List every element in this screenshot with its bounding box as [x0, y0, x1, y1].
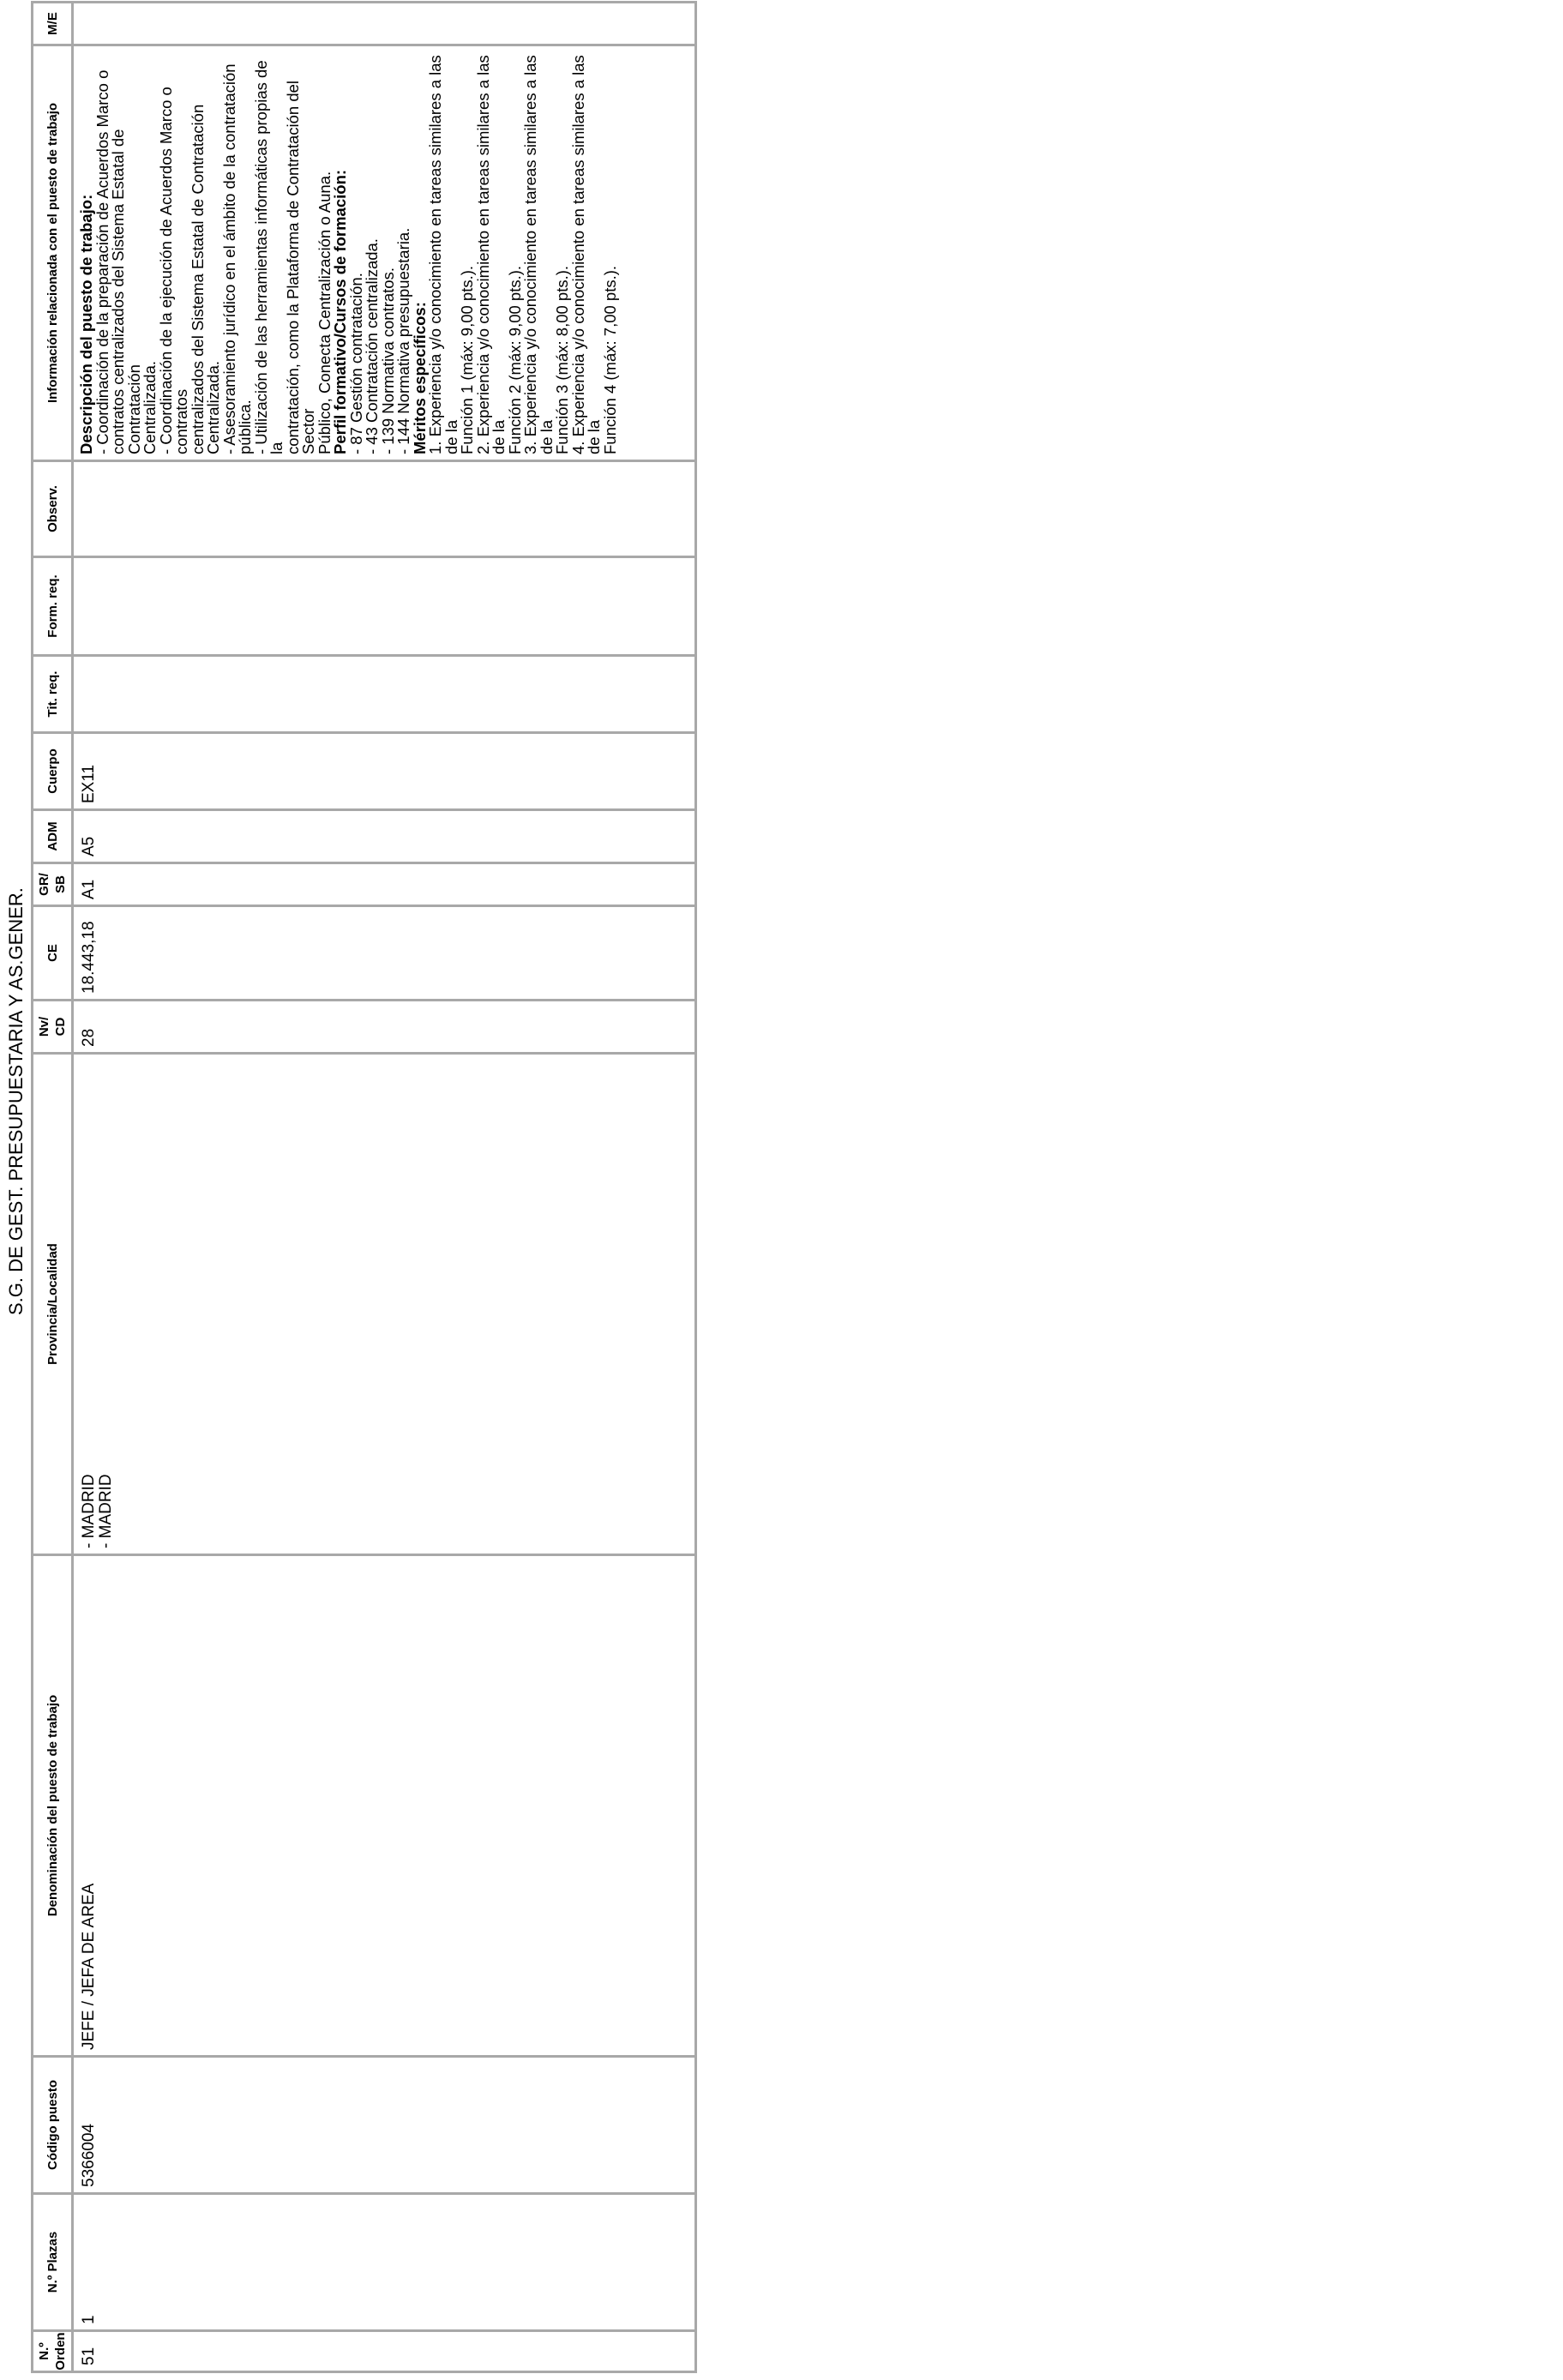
merito-line: Función 2 (máx: 9,00 pts.). — [505, 265, 524, 454]
perfil-line: - 43 Contratación centralizada. — [363, 238, 381, 454]
desc-lines — [95, 51, 334, 454]
header-codigo: Código puesto — [33, 2057, 73, 2194]
nivel-value: 28 — [80, 1028, 98, 1047]
header-ce: CE — [33, 906, 73, 1001]
perfil-heading: Perfil formativo/Cursos de formación: — [331, 169, 349, 454]
desc-line: - Coordinación de la ejecución de Acuerdos Marco o contratos — [156, 87, 190, 454]
header-gr-bottom: SB — [53, 875, 68, 893]
desc-heading: Descripción del puesto de trabajo: — [77, 194, 95, 454]
header-row — [33, 3, 73, 2372]
desc-line: - Utilización de las herramientas informáticas propias de la — [251, 60, 286, 454]
header-orden: N.º Orden — [33, 2331, 73, 2372]
section-title: S.G. DE GEST. PRESUPUESTARIA Y AS.GENER. — [5, 887, 27, 1315]
header-form: Form. req. — [33, 557, 73, 656]
meritos-heading: Méritos específicos: — [410, 302, 429, 454]
header-tit: Tit. req. — [33, 656, 73, 733]
merito-line: 4. Experiencia y/o conocimiento en tareas similares a las de la — [568, 55, 603, 454]
desc-line: contratación, como la Plataforma de Contratación del Sector — [283, 80, 317, 454]
merito-line: Función 1 (máx: 9,00 pts.). — [458, 265, 476, 454]
form-value — [74, 558, 81, 654]
positions-table — [31, 1, 697, 2373]
header-denominacion: Denominación del puesto de trabajo — [33, 1555, 73, 2057]
header-adm: ADM — [33, 810, 73, 863]
perfil-lines — [346, 51, 412, 454]
me-value — [74, 3, 81, 44]
cuerpo-value: EX11 — [80, 764, 98, 803]
cell-cuerpo — [73, 733, 696, 810]
header-observ: Observ. — [33, 461, 73, 557]
desc-line: - Asesoramiento jurídico en el ámbito de la contratación — [219, 63, 238, 454]
merito-line: 3. Experiencia y/o conocimiento en tareas similares a las de la — [521, 55, 556, 454]
table-row — [73, 3, 696, 2372]
perfil-line: - 144 Normativa presupuestaria. — [394, 227, 412, 454]
desc-line: Centralizada. — [141, 360, 159, 454]
orden-value: 51 — [80, 2347, 98, 2365]
cell-codigo — [73, 2057, 696, 2194]
desc-line: centralizados del Sistema Estatal de Contratación — [188, 104, 207, 454]
codigo-value: 5366004 — [80, 2124, 98, 2187]
cell-denominacion — [73, 1555, 696, 2057]
header-info: Información relacionada con el puesto de trabajo — [33, 45, 73, 461]
merito-line: 2. Experiencia y/o conocimiento en tareas similares a las de la — [473, 55, 508, 454]
cell-gr — [73, 863, 696, 906]
desc-line: Centralizada. — [204, 360, 222, 454]
desc-line: pública. — [236, 400, 254, 454]
localidad-value: - MADRID — [97, 1474, 115, 1548]
info-text — [74, 46, 618, 460]
cell-adm — [73, 810, 696, 863]
cell-me — [73, 3, 696, 45]
gr-value: A1 — [80, 879, 98, 899]
cell-form — [73, 557, 696, 656]
header-nivel-top: Nv/ — [37, 1016, 51, 1037]
merito-line: 1. Experiencia y/o conocimiento en tareas similares a las de la — [426, 55, 460, 454]
perfil-line: - 87 Gestión contratación. — [346, 273, 365, 454]
cell-provincia — [73, 1054, 696, 1555]
header-nivel — [33, 1001, 73, 1054]
desc-line: contratos centralizados del Sistema Estatal de Contratación — [109, 129, 143, 454]
cell-observ — [73, 461, 696, 557]
perfil-line: - 139 Normativa contratos. — [378, 267, 397, 454]
meritos-lines — [428, 51, 618, 454]
cell-ce — [73, 906, 696, 1001]
plazas-value: 1 — [80, 2315, 98, 2324]
observ-value — [74, 462, 81, 556]
cell-nivel — [73, 1001, 696, 1054]
header-gr-top: GR/ — [37, 873, 51, 896]
ce-value: 18.443,18 — [80, 921, 98, 994]
header-plazas: N.º Plazas — [33, 2194, 73, 2331]
header-provincia: Provincia/Localidad — [33, 1054, 73, 1555]
cell-orden — [73, 2331, 696, 2372]
merito-line: Función 3 (máx: 8,00 pts.). — [553, 265, 571, 454]
cell-info — [73, 45, 696, 461]
header-cuerpo: Cuerpo — [33, 733, 73, 810]
header-me: M/E — [33, 3, 73, 45]
provincia-value: - MADRID — [80, 1474, 98, 1548]
desc-line: - Coordinación de la preparación de Acuerdos Marco o — [93, 69, 111, 454]
denominacion-value: JEFE / JEFA DE AREA — [80, 1883, 98, 2050]
cell-tit — [73, 656, 696, 733]
desc-line: Público, Conecta Centralización o Auna. — [315, 171, 334, 454]
adm-value: A5 — [80, 836, 98, 856]
tit-value — [74, 657, 81, 731]
merito-line: Función 4 (máx: 7,00 pts.). — [600, 265, 619, 454]
header-nivel-bottom: CD — [53, 1017, 68, 1037]
header-gr — [33, 863, 73, 906]
cell-plazas — [73, 2194, 696, 2331]
